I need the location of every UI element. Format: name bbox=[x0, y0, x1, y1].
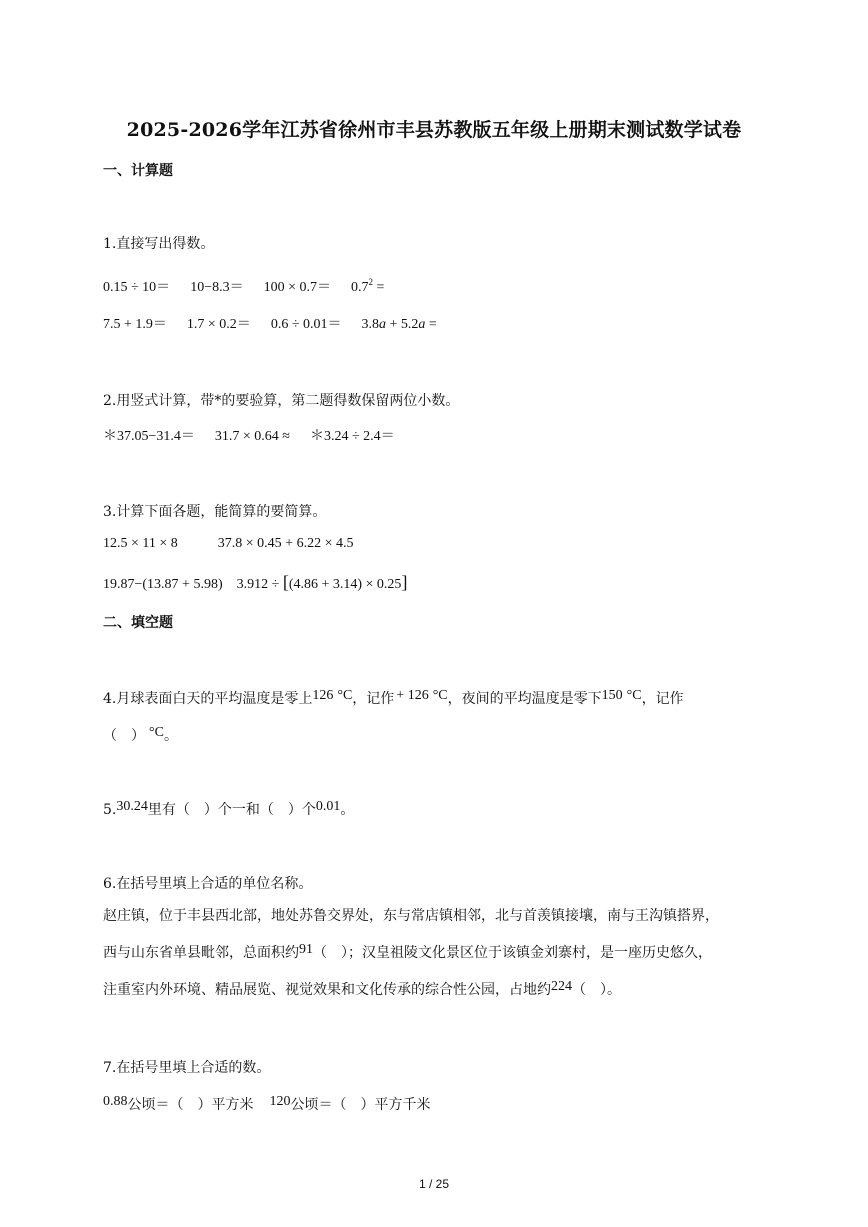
expr: 7.5 + 1.9＝ bbox=[103, 317, 167, 332]
expr: 1.7 × 0.2＝ bbox=[186, 317, 251, 332]
expr: 3.912 ÷ [(4.86 + 3.14) × 0.25] bbox=[236, 572, 408, 592]
expr: 19.87−(13.87 + 5.98) bbox=[103, 577, 223, 592]
question-3-stem: 3.计算下面各题，能简算的要简算。 bbox=[103, 504, 327, 520]
section-heading-fill-in: 二、填空题 bbox=[103, 615, 173, 631]
question-6-stem: 6.在括号里填上合适的单位名称。 bbox=[103, 876, 313, 892]
expr: 100 × 0.7＝ bbox=[263, 280, 331, 295]
question-6-passage-line-1: 赵庄镇，位于丰县西北部，地处苏鲁交界处，东与常店镇相邻，北与首羡镇接壤，南与王沟镇搭界， bbox=[103, 908, 719, 924]
expr: 3.8a + 5.2a = bbox=[361, 317, 437, 332]
question-1-row-2 bbox=[103, 313, 437, 333]
question-4-line-1: 4.月球表面白天的平均温度是零上126 °C，记作 + 126 °C，夜间的平均温度是零下150 °C，记作 bbox=[103, 688, 684, 707]
expr: 12.5 × 11 × 8 bbox=[103, 536, 178, 551]
expr: 31.7 × 0.64 ≈ bbox=[214, 429, 290, 444]
question-1-row-1 bbox=[103, 276, 384, 296]
question-6-passage-line-3: 注重室内外环境、精品展览、视觉效果和文化传承的综合性公园，占地约224（ ）。 bbox=[103, 979, 621, 998]
question-6-passage-line-2: 西与山东省单县毗邻，总面积约91（ ）；汉皇祖陵文化景区位于该镇金刘寨村，是一座历史悠久， bbox=[103, 942, 712, 961]
expr: 37.8 × 0.45 + 6.22 × 4.5 bbox=[217, 536, 354, 551]
section-heading-calculation: 一、计算题 bbox=[103, 163, 173, 179]
expr: ＊3.24 ÷ 2.4＝ bbox=[310, 429, 395, 444]
expr: 10−8.3＝ bbox=[190, 280, 244, 295]
expr: $0.7^2$ = bbox=[351, 277, 385, 295]
question-2-stem: 2.用竖式计算，带*的要验算，第二题得数保留两位小数。 bbox=[103, 393, 460, 409]
question-3-row-1 bbox=[103, 536, 353, 552]
question-1-stem: 1.直接写出得数。 bbox=[103, 236, 215, 252]
question-3-row-2 bbox=[103, 572, 407, 593]
page-number: 1 / 25 bbox=[418, 1177, 450, 1191]
question-7-stem: 7.在括号里填上合适的数。 bbox=[103, 1060, 271, 1076]
document-title: 2025-2026学年江苏省徐州市丰县苏教版五年级上册期末测试数学试卷 bbox=[126, 119, 742, 141]
question-7-row: 0.88公顷＝（ ）平方米 120公顷＝（ ）平方千米 bbox=[103, 1094, 431, 1113]
question-4-line-2: （ ） °C。 bbox=[103, 725, 178, 744]
expr: ＊37.05−31.4＝ bbox=[103, 429, 195, 444]
expr: 0.15 ÷ 10＝ bbox=[103, 280, 171, 295]
question-5: 5.30.24里有（ ）个一和（ ）个0.01。 bbox=[103, 799, 355, 818]
question-2-row bbox=[103, 425, 395, 445]
expr: 0.6 ÷ 0.01＝ bbox=[270, 317, 342, 332]
